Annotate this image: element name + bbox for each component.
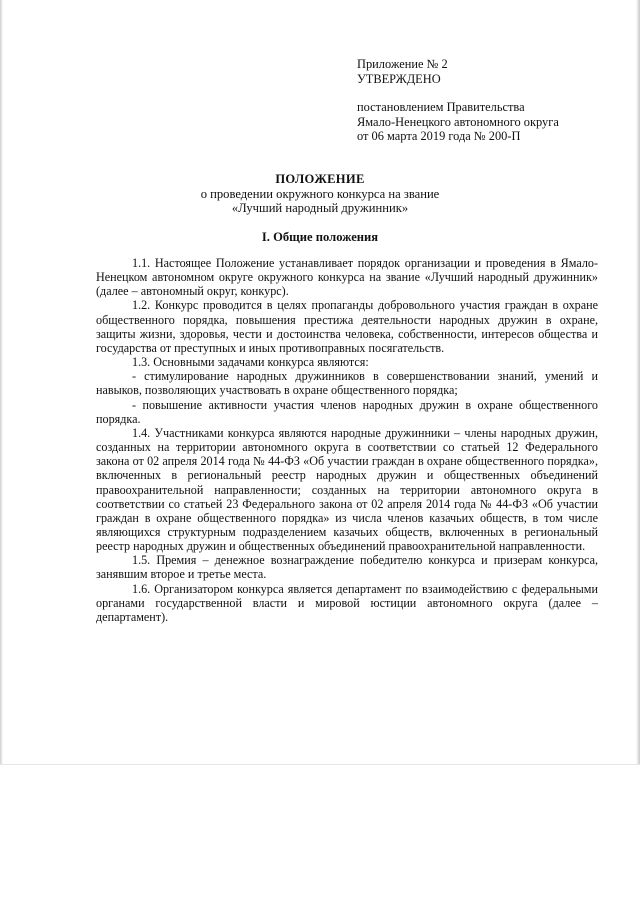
paragraph-1-3-task-1: - стимулирование народных дружинников в совершенствовании знаний, умений и навыков, позволяющих участвовать в охране общественного порядка;	[96, 369, 598, 398]
paragraph-1-3: 1.3. Основными задачами конкурса являются:	[132, 355, 369, 370]
paragraph-1-5: 1.5. Премия – денежное вознаграждение победителю конкурса и призерам конкурса, занявшим второе и третье места.	[96, 553, 598, 582]
title-subtitle-2: «Лучший народный дружинник»	[231, 201, 409, 215]
section-heading: I. Общие положения	[261, 230, 379, 244]
approved-stamp-text: УТВЕРЖДЕНО	[357, 71, 441, 86]
decree-line-2: Ямало-Ненецкого автономного округа	[357, 114, 559, 129]
section-body	[96, 256, 598, 624]
annex-number: Приложение № 2	[357, 57, 448, 71]
decree-line-1: постановлением Правительства	[357, 100, 525, 114]
decree-line-3: от 06 марта 2019 года № 200-П	[357, 129, 521, 143]
paragraph-1-6: 1.6. Организатором конкурса является департамент по взаимодействию с федеральными органами государственной власти и мировой юстиции автономного округа (далее – департамент).	[96, 581, 598, 624]
paragraph-1-4: 1.4. Участниками конкурса являются народные дружинники – члены народных дружин, созданных на территории автономного округа в соответствии со статьей 12 Федерального закона от 02 апреля 2014 года № 44-ФЗ «Об участии граждан в охране общественного порядка», включенных в региональный реестр народных дружин и общественных объединений правоохранительной направленности; созданных на территории автономного округа в соответствии со статьей 23 Федерального закона от 02 апреля 2014 года № 44-ФЗ «Об участии граждан в охране общественного порядка» из числа членов казачьих обществ, в том числе являющихся структурным подразделением казачьих обществ, включенных в региональный реестр народных дружин и общественных объединений правоохранительной направленности.	[96, 425, 598, 554]
scan-edge-right	[636, 0, 640, 770]
scan-edge-left	[0, 0, 3, 770]
document-title	[96, 172, 544, 216]
paragraph-1-3-task-2: - повышение активности участия членов народных дружин в охране общественного порядка.	[96, 397, 598, 426]
approval-block	[357, 57, 559, 144]
paragraph-1-1: 1.1. Настоящее Положение устанавливает порядок организации и проведения в Ямало-Ненецком автономном округе окружного конкурса на звание «Лучший народный дружинник» (далее – автономный округ, конкурс).	[96, 256, 598, 299]
title-subtitle-1: о проведении окружного конкурса на звание	[200, 186, 440, 201]
paragraph-1-2: 1.2. Конкурс проводится в целях пропаганды добровольного участия граждан в охране общественного порядка, повышения престижа деятельности народных дружин в охране, защиты жизни, здоровья, чести и достоинства человека, собственности, интересов общества и государства от преступных и иных противоправных посягательств.	[96, 298, 598, 355]
blank-scan-area	[0, 764, 640, 906]
title-main: ПОЛОЖЕНИЕ	[275, 172, 365, 186]
